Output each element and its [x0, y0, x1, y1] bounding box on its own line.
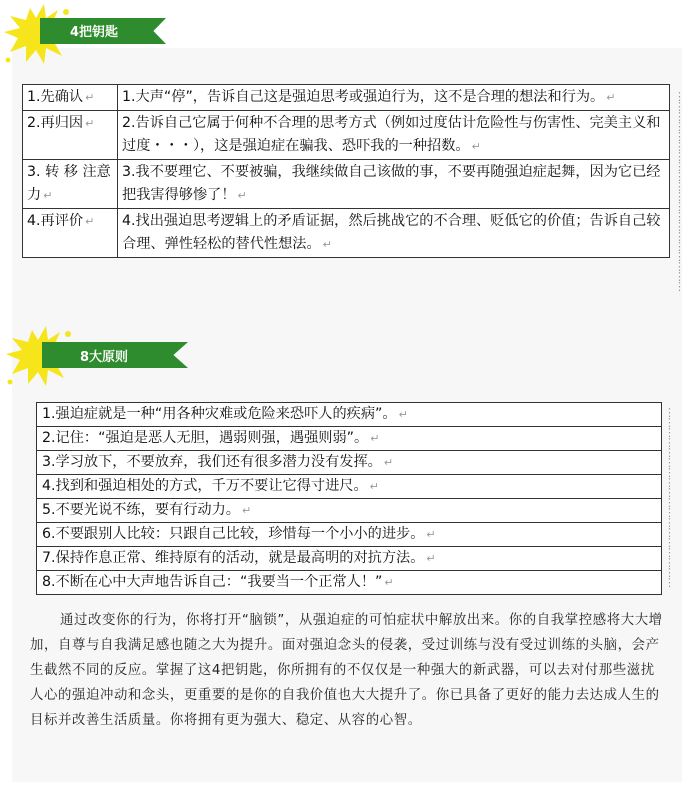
- table-row: [37, 571, 662, 595]
- list-item: 8.不断在心中大声地告诉自己：“我要当一个正常人！” ↵: [37, 571, 662, 595]
- table-row: [37, 475, 662, 499]
- table-cell-label: 1.先确认 ↵: [23, 85, 118, 111]
- principles-table: [36, 402, 662, 595]
- keys-table: [22, 84, 670, 258]
- table-edge-marks: ⋮ ⋮ ⋮ ⋮ ⋮ ⋮ ⋮ ⋮ ⋮ ⋮ ⋮ ⋮ ⋮ ⋮ ⋮ ⋮ ⋮ ⋮: [664, 406, 675, 589]
- list-item: 6.不要跟别人比较：只跟自己比较，珍惜每一个小小的进步。 ↵: [37, 523, 662, 547]
- paragraph-mark-icon: ↵: [384, 576, 394, 589]
- table-cell-label: 4.再评价 ↵: [23, 209, 118, 258]
- list-item: 5.不要光说不练，要有行动力。 ↵: [37, 499, 662, 523]
- paragraph-mark-icon: ↵: [43, 189, 53, 202]
- list-item: 1.强迫症就是一种“用各种灾难或危险来恐吓人的疾病”。 ↵: [37, 403, 662, 427]
- table-row: [37, 451, 662, 475]
- table-cell-content: 2.告诉自己它属于何种不合理的思考方式（例如过度估计危险性与伤害性、完美主义和过度・・・），这是强迫症在骗我、恐吓我的一种招数。 ↵: [118, 111, 670, 160]
- table-cell-content: 4.找出强迫思考逻辑上的矛盾证据，然后挑战它的不合理、贬低它的价值；告诉自己较合理、弹性轻松的替代性想法。 ↵: [118, 209, 670, 258]
- table-row: [37, 523, 662, 547]
- paragraph-mark-icon: ↵: [322, 238, 332, 251]
- table-row: [23, 85, 670, 111]
- table-edge-marks: ⋮ ⋮ ⋮ ⋮ ⋮ ⋮ ⋮ ⋮ ⋮ ⋮ ⋮ ⋮ ⋮ ⋮ ⋮ ⋮ ⋮ ⋮ ⋮ ⋮: [674, 90, 685, 293]
- paragraph-mark-icon: ↵: [471, 140, 481, 153]
- list-item: 3.学习放下，不要放弃，我们还有很多潜力没有发挥。 ↵: [37, 451, 662, 475]
- paragraph-mark-icon: ↵: [370, 432, 380, 445]
- paragraph-mark-icon: ↵: [426, 528, 436, 541]
- section-banner-keys: [0, 0, 200, 60]
- list-item: 2.记住：“强迫是恶人无胆，遇弱则强，遇强则弱”。 ↵: [37, 427, 662, 451]
- paragraph-mark-icon: ↵: [606, 91, 616, 104]
- table-row: [23, 160, 670, 209]
- body-paragraph: 通过改变你的行为，你将打开“脑锁”，从强迫症的可怕症状中解放出来。你的自我掌控感将大大增加，自尊与自我满足感也随之大为提升。面对强迫念头的侵袭，受过训练与没有受过训练的头脑，会产生截然不同的反应。掌握了这4把钥匙，你所拥有的不仅仅是一种强大的新武器，可以去对付那些滋扰人心的强迫冲动和念头，更重要的是你的自我价值也大大提升了。你已具备了更好的能力去达成人生的目标并改善生活质量。你将拥有更为强大、稳定、从容的心智。: [30, 613, 663, 728]
- table-row: [37, 427, 662, 451]
- paragraph-mark-icon: ↵: [85, 117, 95, 130]
- section-heading: 4把钥匙: [70, 25, 119, 40]
- table-cell-label: 3. 转 移 注意力 ↵: [23, 160, 118, 209]
- paragraph-mark-icon: ↵: [85, 91, 95, 104]
- table-row: [37, 403, 662, 427]
- table-row: [23, 111, 670, 160]
- table-cell-label: 2.再归因 ↵: [23, 111, 118, 160]
- table-row: [37, 499, 662, 523]
- list-item: 7.保持作息正常、维持原有的活动，就是最高明的对抗方法。 ↵: [37, 547, 662, 571]
- table-cell-content: 1.大声“停”，告诉自己这是强迫思考或强迫行为，这不是合理的想法和行为。 ↵: [118, 85, 670, 111]
- paragraph-mark-icon: ↵: [85, 215, 95, 228]
- paragraph-mark-icon: ↵: [383, 456, 394, 469]
- table-cell-content: 3.我不要理它、不要被骗，我继续做自己该做的事，不要再随强迫症起舞，因为它已经把我害得够惨了！ ↵: [118, 160, 670, 209]
- table-row: [23, 209, 670, 258]
- paragraph-mark-icon: ↵: [426, 552, 436, 565]
- paragraph-mark-icon: ↵: [369, 480, 379, 493]
- paragraph-mark-icon: ↵: [241, 504, 252, 517]
- list-item: 4.找到和强迫相处的方式，千万不要让它得寸进尺。 ↵: [37, 475, 662, 499]
- paragraph-mark-icon: ↵: [237, 189, 247, 202]
- table-row: [37, 547, 662, 571]
- paragraph-mark-icon: ↵: [398, 408, 408, 421]
- section-heading: 8大原则: [80, 350, 129, 365]
- section-banner-principles: [2, 322, 202, 382]
